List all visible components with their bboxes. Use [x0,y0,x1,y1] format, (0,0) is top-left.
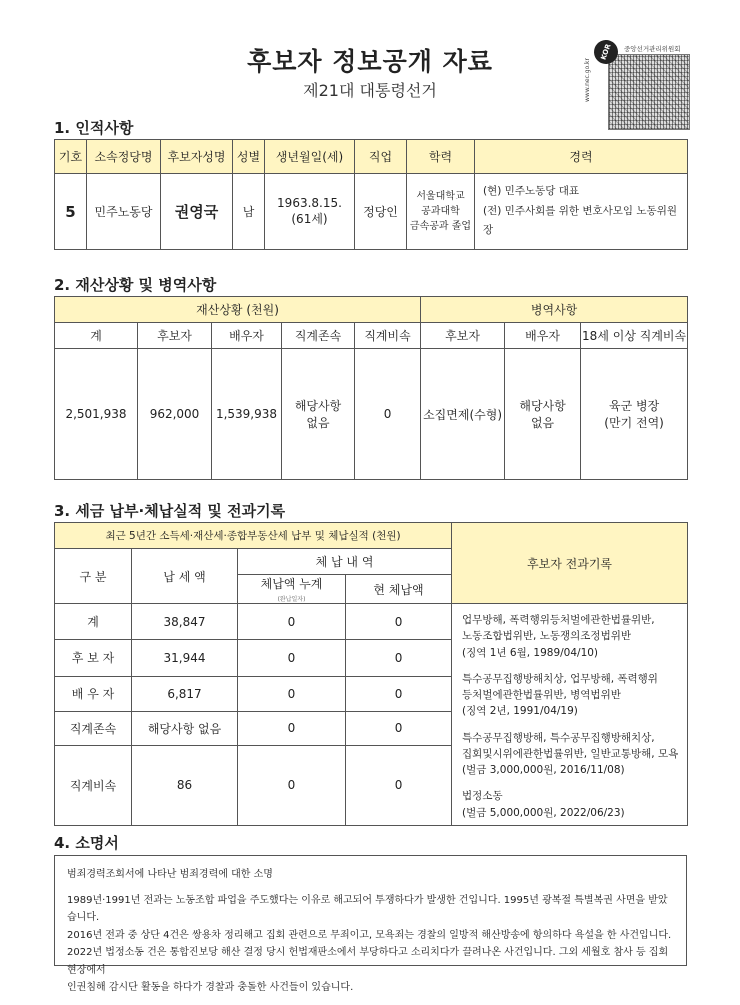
asset-total: 2,501,938 [55,349,138,480]
header-job: 직업 [355,140,407,174]
candidate-party: 민주노동당 [87,174,161,250]
statement-line: 인권침해 감시단 활동을 하다가 경찰과 충돌한 사건들이 있습니다. [67,982,354,993]
edu-line: 서울대학교 [416,191,465,202]
assets-military-table [54,296,688,480]
row-label: 배 우 자 [55,676,132,711]
asset-col-candidate: 후보자 [138,323,212,349]
header-education: 학력 [407,140,475,174]
text-line: 없음 [306,416,330,430]
row-arrears-current: 0 [346,745,452,825]
asset-col-spouse: 배우자 [212,323,282,349]
asset-spouse: 1,539,938 [212,349,282,480]
crime-record [462,788,679,821]
asset-col-total: 계 [55,323,138,349]
row-arrears-current: 0 [346,711,452,745]
birth-date: 1963.8.15. [277,196,342,210]
row-label: 직계존속 [55,711,132,745]
asset-header: 재산상황 (천원) [55,297,421,323]
asset-descendant: 0 [355,349,421,480]
candidate-number: 5 [55,174,87,250]
tax-crime-table [54,522,688,826]
col-arrears-current: 현 체납액 [346,575,452,604]
candidate-education [407,174,475,250]
qr-code [608,54,690,130]
text-line: (만기 전역) [604,416,664,430]
election-name: 제21대 대통령선거 [303,81,437,100]
record-line: 업무방해, 폭력행위등처벌에관한법률위반, [462,614,655,626]
section-title-personal: 1. 인적사항 [54,119,134,137]
header-name: 후보자성명 [161,140,233,174]
asset-ascendant [282,349,355,480]
statement-box [54,855,687,993]
military-spouse [505,349,581,480]
military-header: 병역사항 [421,297,688,323]
section-title-tax: 3. 세금 납부·체납실적 및 전과기록 [54,502,286,520]
military-candidate: 소집면제(수형) [421,349,505,480]
statement-line: 1989년·1991년 전과는 노동조합 파업을 주도했다는 이유로 해고되어 투쟁하다가 발생한 건입니다. 1995년 광복절 특별복권 사면을 받았습니다. [67,894,668,923]
header-birth: 생년월일(세) [265,140,355,174]
row-label: 직계비속 [55,745,132,825]
tax-header: 최근 5년간 소득세·재산세·종합부동산세 납부 및 체납실적 (천원) [55,523,452,549]
age: (61세) [291,212,328,226]
statement-line: 2022년 법정소동 건은 통합진보당 해산 결정 당시 헌법재판소에서 부당하다고 소리치다가 끌려나온 사건입니다. 그외 세월호 참사 등 집회 현장에서 [67,947,669,976]
kor-logo: KOR [591,37,622,68]
personal-info-table [54,139,688,250]
record-line: 노동조합법위반, 노동쟁의조정법위반 [462,630,631,643]
row-arrears-current: 0 [346,640,452,676]
crime-record [462,730,679,779]
header-career: 경력 [475,140,688,174]
military-children [581,349,688,480]
section-title-statement: 4. 소명서 [54,834,119,852]
career-line: (전) 민주사회를 위한 변호사모임 노동위원장 [483,204,677,237]
row-arrears-total: 0 [238,640,346,676]
row-label: 계 [55,604,132,640]
crime-records [452,604,688,826]
header-gender: 성별 [233,140,265,174]
record-line: (징역 2년, 1991/04/19) [462,705,578,718]
col-arrears-total [238,575,346,604]
arrears-note: (완납일자) [277,596,306,603]
organization-name: 중앙선거관리위원회 [624,45,681,53]
text-line: 해당사항 [519,399,566,413]
organization-url: www.nec.go.kr [584,57,591,102]
record-line: (벌금 3,000,000원, 2016/11/08) [462,764,625,777]
row-paid: 6,817 [132,676,238,711]
header-party: 소속정당명 [87,140,161,174]
candidate-career [475,174,688,250]
text-line: 없음 [530,416,555,430]
asset-candidate: 962,000 [138,349,212,480]
row-paid: 31,944 [132,640,238,676]
document-title: 후보자 정보공개 자료 [247,47,493,76]
text-line: 해당사항 [294,399,342,413]
candidate-name: 권영국 [161,174,233,250]
text-line: 육군 병장 [608,399,660,413]
col-arrears: 체 납 내 역 [238,549,452,575]
row-arrears-total: 0 [238,604,346,640]
military-col-children: 18세 이상 직계비속 [581,323,688,349]
row-paid: 해당사항 없음 [132,711,238,745]
crime-record [462,671,679,720]
military-col-spouse: 배우자 [505,323,581,349]
qr-code-block [584,40,694,132]
edu-line: 공과대학 [421,206,460,217]
crime-record [462,612,679,661]
table-row [55,604,688,640]
col-paid: 납 세 액 [132,549,238,604]
military-col-candidate: 후보자 [421,323,505,349]
record-line: (징역 1년 6월, 1989/04/10) [462,646,599,659]
header-number: 기호 [55,140,87,174]
career-line: (현) 민주노동당 대표 [483,184,580,197]
row-arrears-total: 0 [238,711,346,745]
col-category: 구 분 [55,549,132,604]
row-paid: 86 [132,745,238,825]
arrears-total-label: 체납액 누계 [260,577,323,591]
statement-line: 2016년 전과 중 상단 4건은 쌍용차 정리해고 집회 관련으로 무죄이고, 모욕죄는 경찰의 일방적 해산방송에 항의하다 욕설을 한 사건입니다. [67,929,672,941]
edu-line: 금속공과 졸업 [409,221,472,232]
candidate-birth [265,174,355,250]
record-line: 특수공무집행방해, 특수공무집행방해치상, [462,731,655,744]
record-line: 등처벌에관한법률위반, 병역법위반 [462,689,621,702]
crime-header: 후보자 전과기록 [452,523,688,604]
row-arrears-current: 0 [346,676,452,711]
row-arrears-total: 0 [238,676,346,711]
record-line: (벌금 5,000,000원, 2022/06/23) [462,806,625,819]
statement-heading: 범죄경력조회서에 나타난 범죄경력에 대한 소명 [67,869,273,880]
record-line: 집회및시위에관한법률위반, 일반교통방해, 모욕 [462,747,679,760]
record-line: 법정소동 [462,790,503,803]
row-arrears-total: 0 [238,745,346,825]
candidate-gender: 남 [233,174,265,250]
candidate-job: 정당인 [355,174,407,250]
row-label: 후 보 자 [55,640,132,676]
asset-col-descendant: 직계비속 [355,323,421,349]
record-line: 특수공무집행방해치상, 업무방해, 폭력행위 [462,672,658,685]
row-arrears-current: 0 [346,604,452,640]
asset-col-ascendant: 직계존속 [282,323,355,349]
section-title-assets: 2. 재산상황 및 병역사항 [54,276,217,294]
row-paid: 38,847 [132,604,238,640]
